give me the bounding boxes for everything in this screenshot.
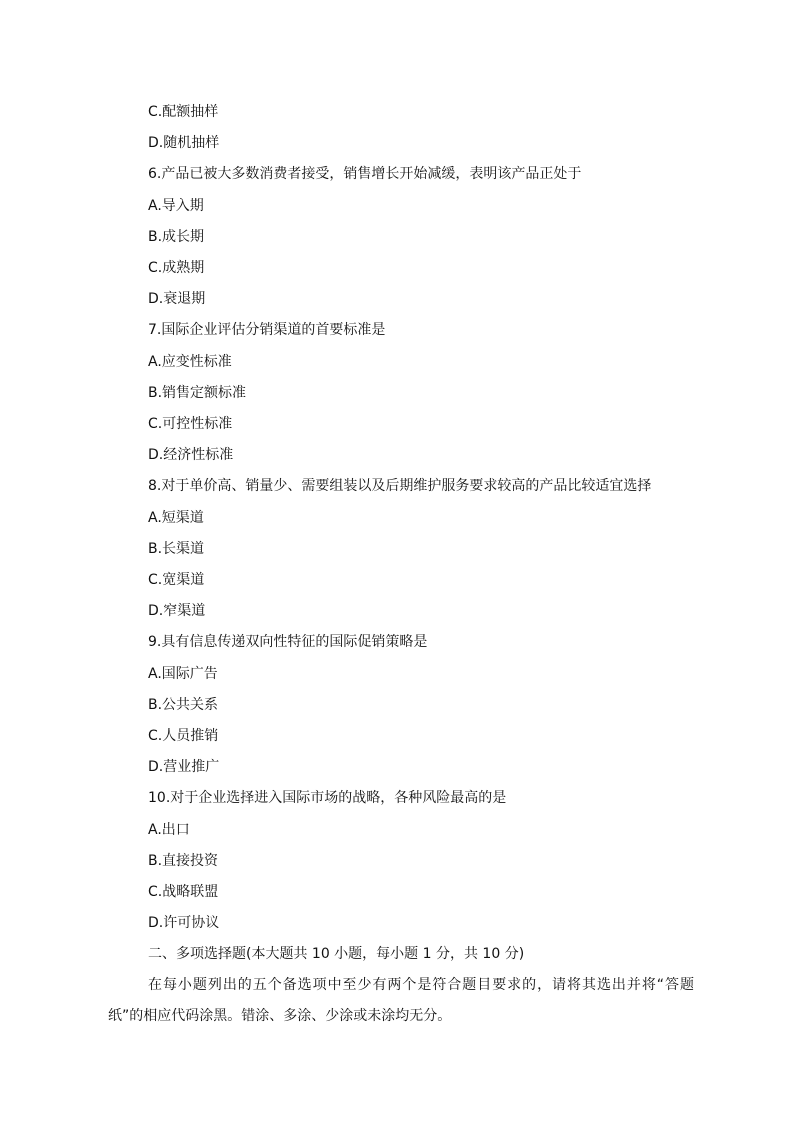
option-d-q6: D.衰退期	[148, 291, 206, 307]
question-10: 10.对于企业选择进入国际市场的战略，各种风险最高的是	[148, 790, 507, 806]
option-a-q10: A.出口	[148, 822, 190, 838]
option-c-q10: C.战略联盟	[148, 884, 219, 900]
option-b-q9: B.公共关系	[148, 697, 219, 713]
option-b-q10: B.直接投资	[148, 853, 219, 869]
question-6: 6.产品已被大多数消费者接受，销售增长开始减缓，表明该产品正处于	[148, 166, 582, 182]
option-d-q8: D.窄渠道	[148, 603, 206, 619]
option-b-q7: B.销售定额标准	[148, 385, 247, 401]
question-8: 8.对于单价高、销量少、需要组装以及后期维护服务要求较高的产品比较适宜选择	[148, 478, 652, 494]
option-c-q8: C.宽渠道	[148, 572, 205, 588]
option-d-q9: D.营业推广	[148, 759, 220, 775]
section-instruction: 在每小题列出的五个备选项中至少有两个是符合题目要求的，请将其选出并将“答题纸”的相应代码涂黑。错涂、多涂、少涂或未涂均无分。	[108, 977, 694, 1024]
question-7: 7.国际企业评估分销渠道的首要标准是	[148, 322, 386, 338]
option-c-q9: C.人员推销	[148, 728, 219, 744]
option-c-q7: C.可控性标准	[148, 416, 233, 432]
option-b-q8: B.长渠道	[148, 541, 205, 557]
option-a-q9: A.国际广告	[148, 666, 218, 682]
option-d-q5: D.随机抽样	[148, 135, 220, 151]
section-heading: 二、多项选择题(本大题共 10 小题，每小题 1 分，共 10 分)	[148, 946, 525, 962]
option-d-q10: D.许可协议	[148, 915, 220, 931]
option-a-q6: A.导入期	[148, 198, 204, 214]
option-a-q7: A.应变性标准	[148, 354, 232, 370]
option-d-q7: D.经济性标准	[148, 447, 234, 463]
option-a-q8: A.短渠道	[148, 510, 204, 526]
question-9: 9.具有信息传递双向性特征的国际促销策略是	[148, 634, 428, 650]
option-c-q6: C.成熟期	[148, 260, 205, 276]
option-c-q5: C.配额抽样	[148, 104, 219, 120]
option-b-q6: B.成长期	[148, 229, 205, 245]
